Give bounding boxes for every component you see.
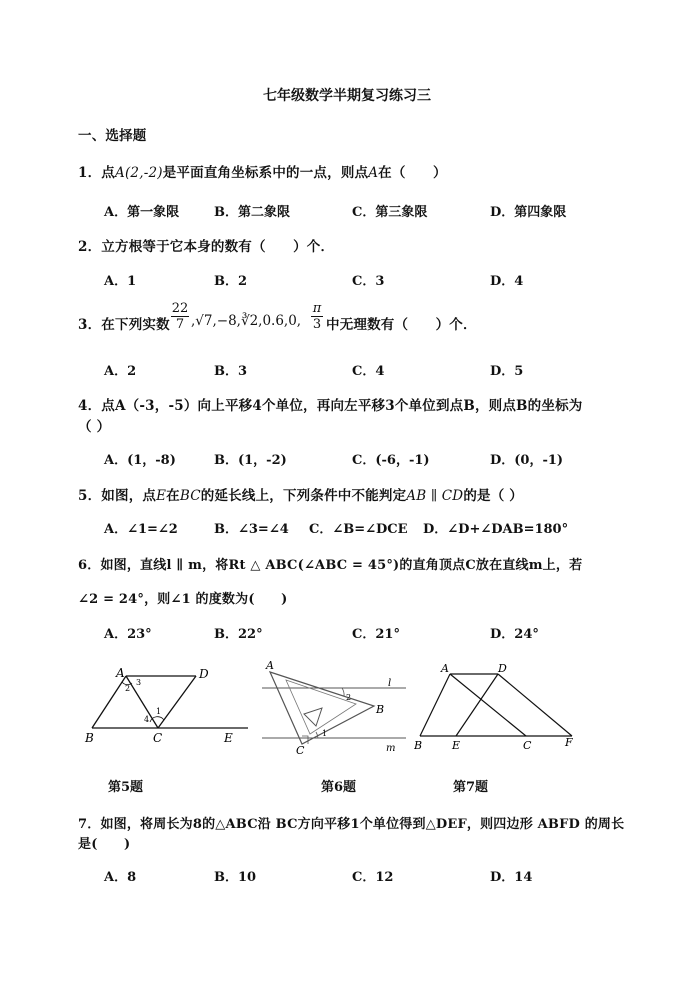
fig7-label-d: D xyxy=(498,662,507,675)
q3-option-c[interactable]: C．4 xyxy=(352,364,385,379)
q5-option-a[interactable]: A．∠1=∠2 xyxy=(104,522,178,537)
q6-option-b[interactable]: B．22° xyxy=(214,627,263,642)
q3-pi-fraction xyxy=(311,301,323,332)
fig5-label-c: C xyxy=(153,731,163,745)
question-7-line2: 是( ) xyxy=(78,837,131,852)
fig5-label-b: B xyxy=(85,731,94,745)
fig5-label-angle1: 1 xyxy=(156,707,162,716)
q1-option-d[interactable]: D．第四象限 xyxy=(490,205,567,220)
figure-6 xyxy=(258,658,410,754)
q4-option-c[interactable]: C．(-6，-1) xyxy=(352,453,430,468)
q1-suffix: 是平面直角坐标系中的一点，则点 xyxy=(162,165,369,181)
q5-prefix: 5．如图，点 xyxy=(78,488,157,504)
q6-option-a[interactable]: A．23° xyxy=(104,627,152,642)
figure-7 xyxy=(414,660,584,752)
fig6-label-a: A xyxy=(266,659,274,672)
q3-pi-num: π xyxy=(312,301,322,316)
section-heading: 一、选择题 xyxy=(78,128,147,144)
q1-option-b[interactable]: B．第二象限 xyxy=(214,205,290,220)
q4-option-d[interactable]: D．(0，-1) xyxy=(490,453,564,468)
q7-option-a[interactable]: A．8 xyxy=(104,870,137,885)
q3-option-b[interactable]: B．3 xyxy=(214,364,248,379)
q5-option-c[interactable]: C．∠B=∠DCE xyxy=(309,522,408,537)
question-6-line2: ∠2 = 24°，则∠1 的度数为( ) xyxy=(78,592,288,607)
q1-option-a[interactable]: A．第一象限 xyxy=(104,205,180,220)
q6-option-c[interactable]: C．21° xyxy=(352,627,400,642)
q6-option-d[interactable]: D．24° xyxy=(490,627,539,642)
fig7-label-e: E xyxy=(452,739,461,752)
q7-option-c[interactable]: C．12 xyxy=(352,870,394,885)
q1-math-a: A xyxy=(368,165,379,181)
fig5-label-angle4: 4 xyxy=(144,715,150,724)
q7-option-b[interactable]: B．10 xyxy=(214,870,257,885)
fig6-label-b: B xyxy=(376,703,385,716)
q1-suffix2: 在（ ） xyxy=(378,165,447,181)
q3-frac-den: 7 xyxy=(175,317,185,332)
fig5-label-e: E xyxy=(224,731,233,745)
q3-option-a[interactable]: A．2 xyxy=(104,364,137,379)
q1-option-c[interactable]: C．第三象限 xyxy=(352,205,428,220)
fig7-label-f: F xyxy=(565,736,573,749)
q1-math-point: A(2,-2) xyxy=(115,165,163,181)
q7-option-d[interactable]: D．14 xyxy=(490,870,533,885)
fig5-label-angle3: 3 xyxy=(136,678,142,687)
q5-text3: 的是（ ） xyxy=(463,488,524,504)
q3-fraction xyxy=(171,301,189,332)
question-1 xyxy=(78,161,447,181)
q2-option-b[interactable]: B．2 xyxy=(214,274,248,289)
q3-prefix: 3．在下列实数 xyxy=(78,317,170,333)
q5-math-ab-cd: AB ∥ CD xyxy=(406,488,464,504)
q5-math-bc: BC xyxy=(179,488,201,504)
q3-option-d[interactable]: D．5 xyxy=(490,364,524,379)
fig6-label-angle2: 2 xyxy=(346,693,352,702)
fig5-label-a: A xyxy=(116,666,125,680)
question-7-line1: 7．如图，将周长为8的△ABC沿 BC方向平移1个单位得到△DEF，则四边形 ABFD 的周长 xyxy=(78,817,625,832)
question-4-line2: （ ） xyxy=(78,419,111,435)
fig5-label-d: D xyxy=(199,667,209,681)
q5-math-e: E xyxy=(156,488,167,504)
figure-5-caption: 第5题 xyxy=(108,780,144,795)
q3-suffix: 中无理数有（ ）个． xyxy=(326,317,477,333)
question-4-line1: 4．点A（-3，-5）向上平移4个单位，再向左平移3个单位到点B，则点B的坐标为 xyxy=(78,398,583,414)
q2-option-d[interactable]: D．4 xyxy=(490,274,524,289)
figure-6-caption: 第6题 xyxy=(321,780,357,795)
q5-text2: 的延长线上，下列条件中不能判定 xyxy=(200,488,407,504)
fig7-label-a: A xyxy=(441,662,449,675)
q3-frac-num: 22 xyxy=(171,301,189,316)
q4-option-b[interactable]: B．(1，-2) xyxy=(214,453,287,468)
q3-pi-den: 3 xyxy=(312,317,322,332)
fig5-label-angle2: 2 xyxy=(125,684,131,693)
figure-7-caption: 第7题 xyxy=(453,780,489,795)
page-title: 七年级数学半期复习练习三 xyxy=(263,88,431,104)
fig7-label-c: C xyxy=(523,739,532,752)
q5-option-d[interactable]: D．∠D+∠DAB=180° xyxy=(423,522,569,537)
q5-option-b[interactable]: B．∠3=∠4 xyxy=(214,522,289,537)
question-2: 2．立方根等于它本身的数有（ ）个． xyxy=(78,239,335,255)
q2-option-c[interactable]: C．3 xyxy=(352,274,385,289)
figure-5 xyxy=(82,662,252,748)
fig6-label-c: C xyxy=(296,744,305,754)
q1-prefix: 1．点 xyxy=(78,165,115,181)
fig6-label-l: l xyxy=(388,678,392,689)
fig6-label-m: m xyxy=(386,743,396,754)
q4-option-a[interactable]: A．(1，-8) xyxy=(104,453,176,468)
q5-text1: 在 xyxy=(166,488,180,504)
fig6-label-angle1: 1 xyxy=(322,729,328,738)
q2-option-a[interactable]: A．1 xyxy=(104,274,137,289)
question-5 xyxy=(78,484,523,504)
question-6-line1: 6．如图，直线l ∥ m，将Rt △ ABC(∠ABC = 45°)的直角顶点C放在直线m上，若 xyxy=(78,558,583,573)
fig7-label-b: B xyxy=(414,739,423,752)
q3-numbers: ,√7,−8,∛2,0.6,0, xyxy=(191,313,302,329)
